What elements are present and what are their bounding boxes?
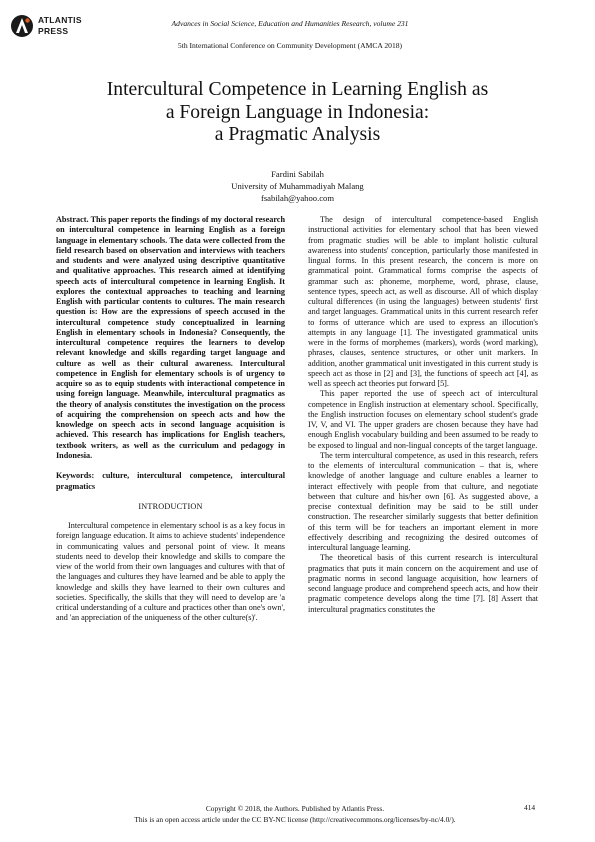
body-paragraph-3: The term intercultural competence, as used in this research, refers to the elements of intercultural communication – that is, where knowledge of another language and culture enables a learner to interact effectively with people from that culture, and negotiate between that culture and his/her own [6]. As suggested above, a precise contextual definition may be said to be still under construction. The researcher similarly suggests that better definition of this term will be for teachers an important element in more effectively describing and recognizing the desired outcomes of intercultural language learning. <box>308 450 538 552</box>
introduction-paragraph: Intercultural competence in elementary school is as a key focus in foreign language education. It aims to achieve students' independence in communicating values and personal point of view. It means students need to develop their knowledge and skills to compare the view of the world from their own languages and cultures with that of the languages and cultures they have learned and be able to apply the knowledge and skills they have learned to their own cultures and societies. Specifically, the skills that they will need to develop are 'a critical understanding of a culture and practices other than one's own', and 'an appreciation of the uniqueness of the other culture(s)'. <box>56 521 285 623</box>
left-column <box>56 215 285 624</box>
publisher-logo <box>10 12 90 40</box>
body-paragraph-2: This paper reported the use of speech act of intercultural competence in English instruction at elementary school. Specifically, the English instruction focuses on elementary school student's grade IV, V, and VI. The upper graders are chosen because they have had enough English vocabulary building and been assumed to be ready to be exposed to lingual and non-lingual concepts of the target language. <box>308 389 538 450</box>
page-number: 414 <box>524 803 536 812</box>
publisher-name <box>38 15 82 36</box>
right-column <box>308 215 538 615</box>
conference-running-head: 5th International Conference on Community Development (AMCA 2018) <box>177 41 403 50</box>
journal-running-head: Advances in Social Science, Education and Humanities Research, volume 231 <box>171 19 409 28</box>
publisher-line-2: PRESS <box>38 25 69 36</box>
abstract: Abstract. This paper reports the findings of my doctoral research on intercultural competence in learning English as a foreign language in elementary schools. The data were collected from the field research based on observation and interviews with teachers and students and were analyzed using descriptive quantitative and qualitative approaches. This research aimed at identifying speech acts of intercultural competence in learning English. It explores the contextual approaches to teaching and learning English with particular contents to cultures. The main research question is: How are the expressions of speech accused in the intercultural competence study conceptualized in learning English in elementary schools in Indonesia? Consequently, the intercultural competence requires the learners to develop relevant knowledge and skills regarding target language and culture as well as their cultural awareness. Intercultural competence in English for elementary schools is of urgency to acquire so as to equip students with interactional competence in using foreign language. Meanwhile, intercultural pragmatics as the theory of analysis constitutes the investigation on the process of acquiring the comprehension on speech acts and how the knowledge on speech acts in second language acquisition is achieved. This research has implications for English teachers, textbook writers, as well as the curriculum and pedagogy in Indonesia. <box>56 215 285 460</box>
title-line-1: Intercultural Competence in Learning English as <box>106 79 489 100</box>
footer-copyright: Copyright © 2018, the Authors. Published by Atlantis Press. <box>205 804 385 813</box>
paper-title <box>40 79 555 147</box>
author-affiliation: University of Muhammadiyah Malang <box>231 181 364 191</box>
footer-license: This is an open access article under the CC BY-NC license (http://creativecommons.org/licenses/by-nc/4.0/). <box>134 815 456 824</box>
body-paragraph-1: The design of intercultural competence-based English instructional activities for elementary school that has been viewed from pragmatic studies will be able to implant holistic cultural awareness into students' conception, particularly those manifested in lingual forms. In this present research, the concern is more on grammatical point. Grammatical forms comprise the aspects of grammar such as: phoneme, morpheme, word, phrase, clause, sentence types, speech act, as well as discourse. All of which display cultural differences (in using the languages) between students' first and target languages. Grammatical units in this current research refer to forms of utterance which are used to express an illocution's attempts in any language [1]. The investigated grammatical units were in the forms of morphemes (markers), words (word marking), phrases, clauses, sentence structures, or other unit markers. In addition, another grammatical unit investigated in this current study is speech act as those in [2] and [3], the functions of speech act [4], as well as speech act theories put forward [5]. <box>308 215 538 388</box>
title-line-3: a Pragmatic Analysis <box>214 124 381 145</box>
body-paragraph-4: The theoretical basis of this current research is intercultural pragmatics that puts it main concern on the acquirement and use of pragmatic norms in second language acquisition, how learners of second language produce and comprehend speech acts, and how their pragmatic competence develops along the time [7]. [8] Assert that intercultural pragmatics constitutes the <box>308 553 538 614</box>
author-email: fsabilah@yahoo.com <box>260 193 335 203</box>
atlantis-press-logo-icon <box>10 14 34 38</box>
author-name: Fardini Sabilah <box>271 169 324 179</box>
title-line-2: a Foreign Language in Indonesia: <box>165 101 430 123</box>
publisher-line-1: ATLANTIS <box>38 15 82 25</box>
introduction-heading: INTRODUCTION <box>138 501 203 511</box>
keywords: Keywords: culture, intercultural competence, intercultural pragmatics <box>56 471 285 491</box>
